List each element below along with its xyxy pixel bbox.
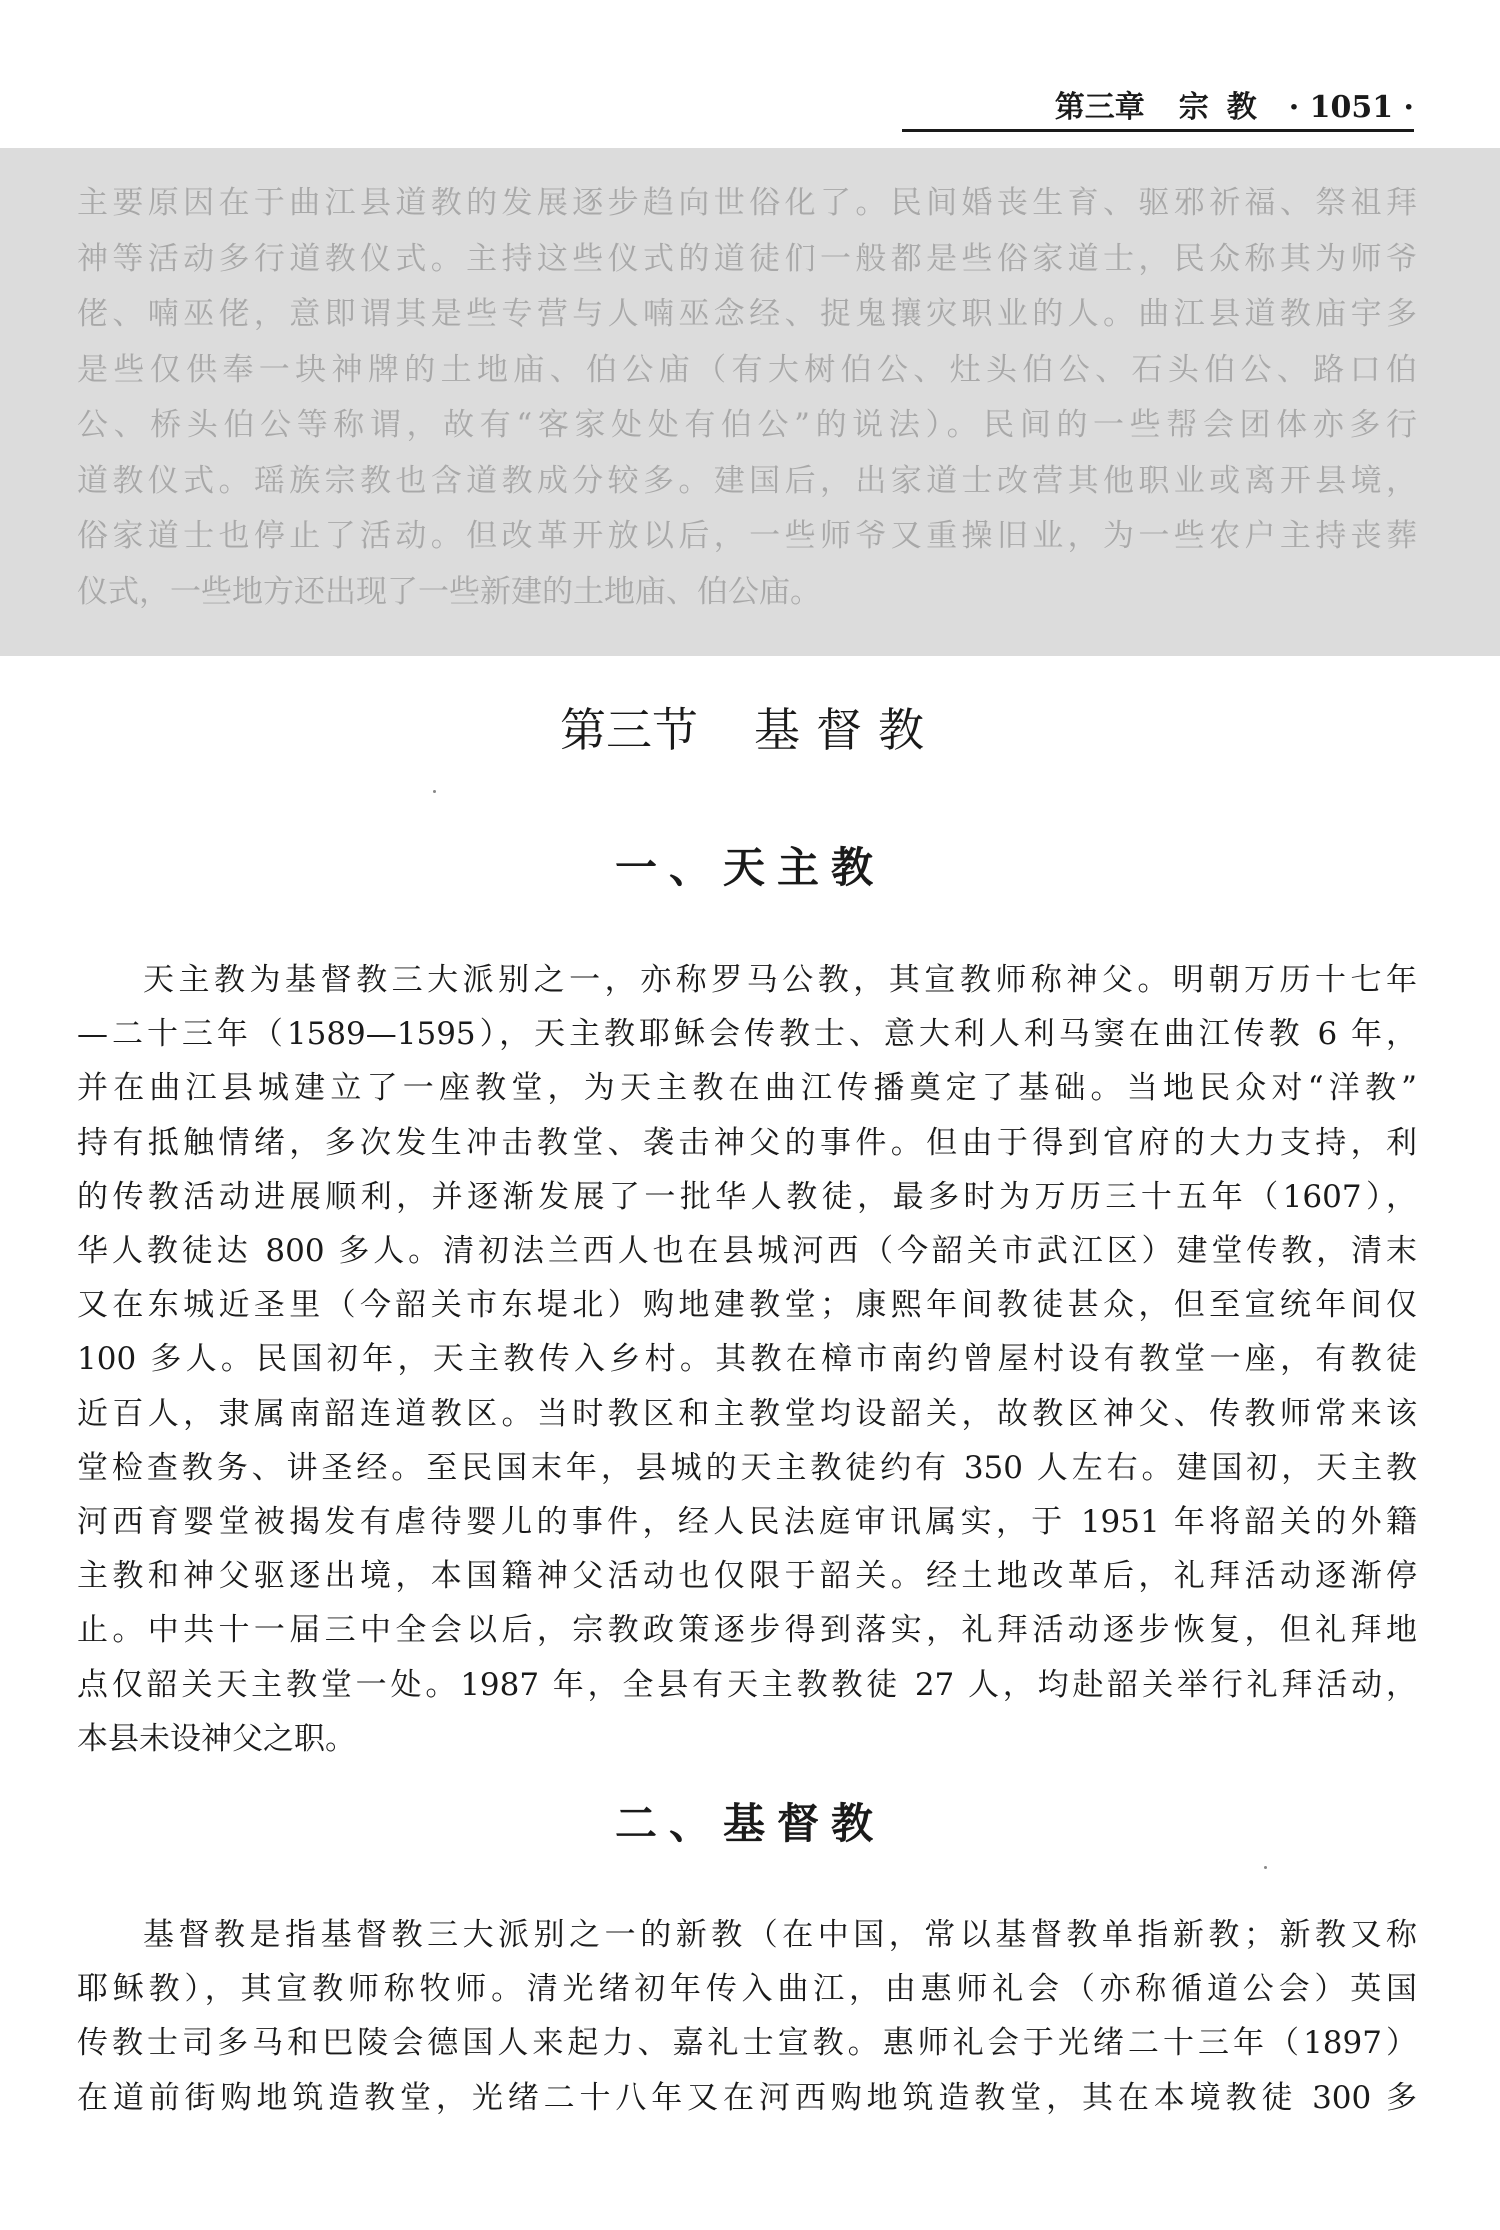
- scan-speck: [1264, 1866, 1267, 1869]
- shaded-line: 神等活动多行道教仪式。主持这些仪式的道徒们一般都是些俗家道士，民众称其为师爷: [77, 240, 1417, 277]
- shaded-paragraph: [77, 176, 1417, 620]
- shaded-line: 主要原因在于曲江县道教的发展逐步趋向世俗化了。民间婚丧生育、驱邪祈福、祭祖拜: [77, 185, 1417, 221]
- shaded-line: 佬、喃巫佬，意即谓其是些专营与人喃巫念经、捉鬼攘灾职业的人。曲江县道教庙宇多: [77, 296, 1417, 332]
- paragraph-line: 100 多人。民国初年，天主教传入乡村。其教在樟市南约曾屋村设有教堂一座，有教徒: [77, 1341, 1417, 1378]
- paragraph-protestantism: [77, 1908, 1417, 2125]
- section-number: 第三节: [560, 703, 698, 757]
- paragraph-line: 止。中共十一届三中全会以后，宗教政策逐步得到落实，礼拜活动逐步恢复，但礼拜地: [77, 1612, 1417, 1649]
- paragraph-line: 耶稣教），其宣教师称牧师。清光绪初年传入曲江，由惠师礼会（亦称循道公会）英国: [77, 1971, 1417, 2008]
- scan-speck: [433, 790, 436, 793]
- paragraph-line: 主教和神父驱逐出境，本国籍神父活动也仅限于韶关。经土地改革后，礼拜活动逐渐停: [77, 1558, 1417, 1595]
- page-number: · 1051 ·: [1288, 90, 1414, 125]
- paragraph-line: 堂检查教务、讲圣经。至民国末年，县城的天主教徒约有 350 人左右。建国初，天主教: [77, 1449, 1417, 1486]
- paragraph-line: 河西育婴堂被揭发有虐待婴儿的事件，经人民法庭审讯属实，于 1951 年将韶关的外籍: [77, 1504, 1417, 1541]
- paragraph-line: —二十三年（1589—1595），天主教耶稣会传教士、意大利人利马窦在曲江传教 6 年，: [77, 1016, 1417, 1053]
- paragraph-line: 传教士司多马和巴陵会德国人来起力、嘉礼士宣教。惠师礼会于光绪二十三年（1897）: [77, 2025, 1417, 2062]
- shaded-previous-text-block: [0, 148, 1500, 656]
- paragraph-line: 在道前街购地筑造教堂，光绪二十八年又在河西购地筑造教堂，其在本境教徒 300 多: [77, 2079, 1417, 2116]
- subsection-title-catholicism: 一、天主教: [614, 843, 885, 892]
- shaded-line: 是些仅供奉一块神牌的土地庙、伯公庙（有大树伯公、灶头伯公、石头伯公、路口伯: [77, 351, 1417, 388]
- section-name: 基督教: [754, 703, 940, 757]
- header-chapter: 第三章: [1054, 90, 1145, 125]
- shaded-line: 公、桥头伯公等称谓，故有“客家处处有伯公”的说法）。民间的一些帮会团体亦多行: [77, 407, 1417, 443]
- subsection-title-protestantism: 二、基督教: [614, 1799, 885, 1848]
- paragraph-line: 本县未设神父之职。: [77, 1720, 356, 1757]
- shaded-line: 仪式，一些地方还出现了一些新建的土地庙、伯公庙。: [77, 573, 821, 610]
- section-title: [0, 700, 1500, 760]
- paragraph-line: 天主教为基督教三大派别之一，亦称罗马公教，其宣教师称神父。明朝万历十七年: [143, 962, 1417, 998]
- paragraph-line: 近百人，隶属南韶连道教区。当时教区和主教堂均设韶关，故教区神父、传教师常来该: [77, 1395, 1417, 1432]
- paragraph-catholicism: [77, 953, 1417, 1766]
- header-subject: 宗教: [1178, 90, 1275, 125]
- running-header: [902, 88, 1414, 132]
- paragraph-line: 持有抵触情绪，多次发生冲击教堂、袭击神父的事件。但由于得到官府的大力支持，利: [77, 1124, 1417, 1161]
- shaded-line: 道教仪式。瑶族宗教也含道教成分较多。建国后，出家道士改营其他职业或离开县境，: [77, 462, 1417, 499]
- paragraph-line: 又在东城近圣里（今韶关市东堤北）购地建教堂；康熙年间教徒甚众，但至宣统年间仅: [77, 1287, 1417, 1324]
- paragraph-line: 的传教活动进展顺利，并逐渐发展了一批华人教徒，最多时为万历三十五年（1607），: [77, 1178, 1417, 1215]
- shaded-line: 俗家道士也停止了活动。但改革开放以后，一些师爷又重操旧业，为一些农户主持丧葬: [77, 518, 1417, 554]
- paragraph-line: 并在曲江县城建立了一座教堂，为天主教在曲江传播奠定了基础。当地民众对“洋教”: [77, 1070, 1417, 1107]
- running-header-text: [1055, 88, 1414, 128]
- paragraph-line: 基督教是指基督教三大派别之一的新教（在中国，常以基督教单指新教；新教又称: [143, 1917, 1417, 1953]
- paragraph-line: 华人教徒达 800 多人。清初法兰西人也在县城河西（今韶关市武江区）建堂传教，清末: [77, 1233, 1417, 1270]
- paragraph-line: 点仅韶关天主教堂一处。1987 年，全县有天主教教徒 27 人，均赴韶关举行礼拜活动，: [77, 1666, 1417, 1703]
- header-rule: [902, 129, 1414, 132]
